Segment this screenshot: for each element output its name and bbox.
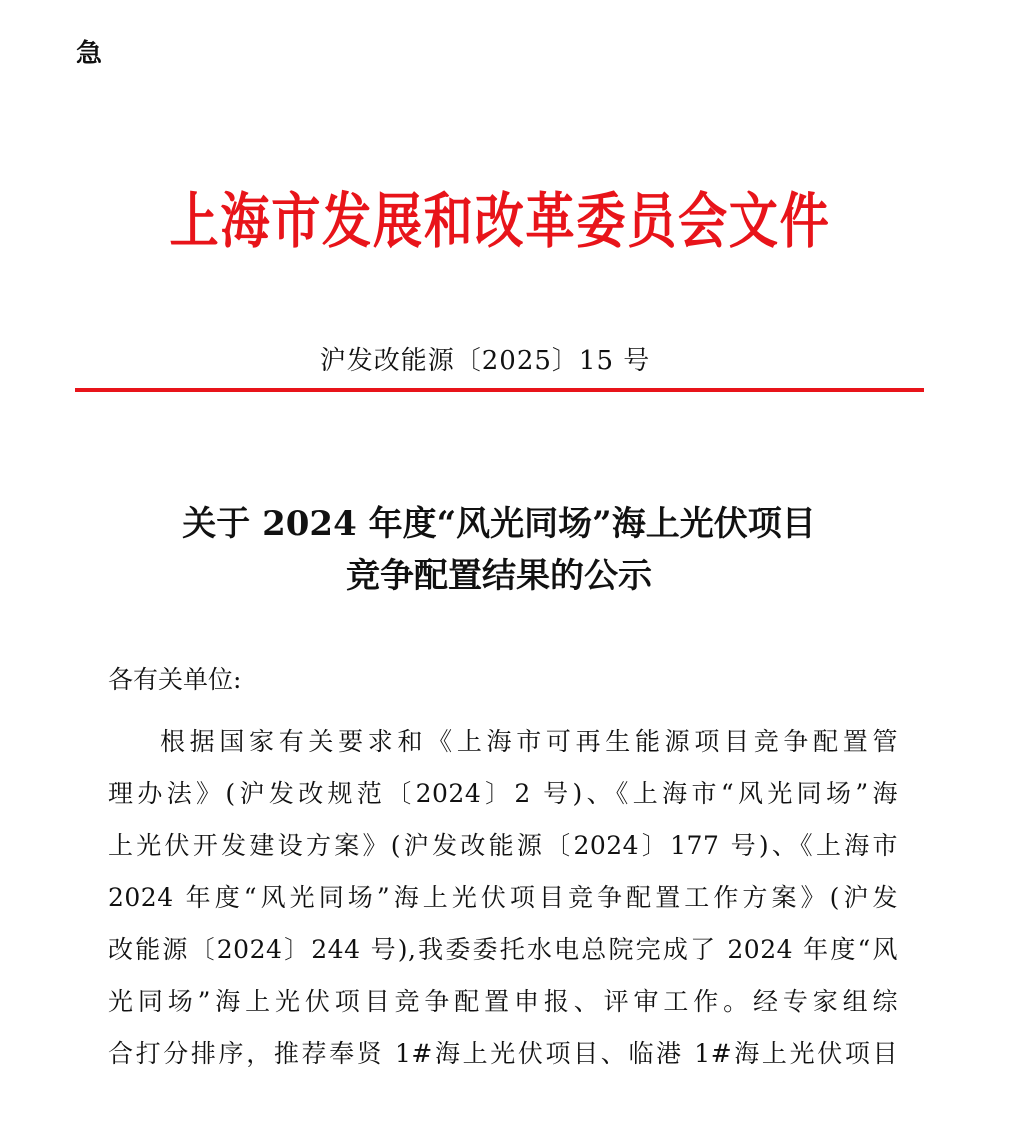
body-line: 合打分排序，推荐奉贤 1#海上光伏项目、临港 1#海上光伏项目 xyxy=(108,1039,898,1068)
body-line: 理办法》(沪发改规范〔2024〕2 号)、《上海市“风光同场”海 xyxy=(108,779,898,808)
body-line: 光同场”海上光伏项目竞争配置申报、评审工作。经专家组综 xyxy=(108,987,898,1016)
body-line: 上光伏开发建设方案》(沪发改能源〔2024〕177 号)、《上海市 xyxy=(108,831,898,860)
body-line: 2024 年度“风光同场”海上光伏项目竞争配置工作方案》(沪发 xyxy=(108,883,898,912)
document-number: 沪发改能源〔2025〕15 号 xyxy=(319,346,651,376)
body-line: 改能源〔2024〕244 号),我委委托水电总院完成了 2024 年度“风 xyxy=(108,935,898,964)
body-line: 根据国家有关要求和《上海市可再生能源项目竞争配置管 xyxy=(160,727,898,756)
body-paragraph xyxy=(108,716,898,1080)
title-line-2: 竞争配置结果的公示 xyxy=(346,556,652,596)
red-divider-line xyxy=(75,388,924,392)
title-line-1: 关于 2024 年度“风光同场”海上光伏项目 xyxy=(182,504,816,544)
urgency-mark: 急 xyxy=(76,39,103,69)
salutation: 各有关单位: xyxy=(108,665,242,694)
issuer-heading: 上海市发展和改革委员会文件 xyxy=(169,187,831,257)
document-title xyxy=(0,498,998,602)
